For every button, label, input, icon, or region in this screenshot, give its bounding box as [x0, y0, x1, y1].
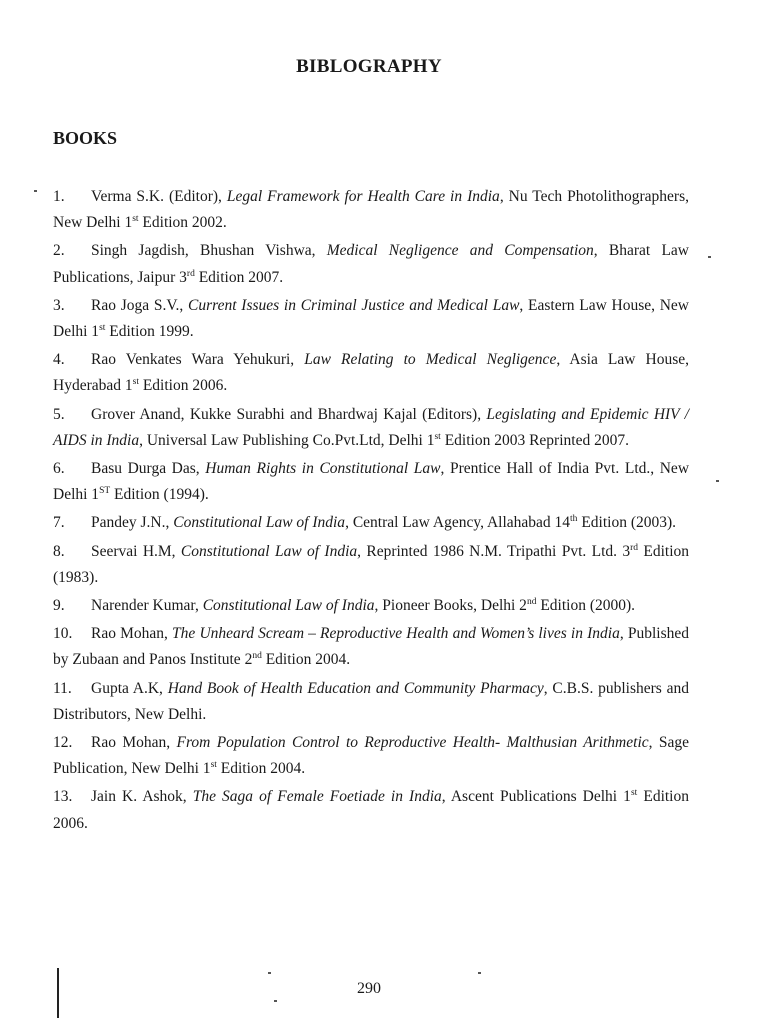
entry-publisher: , Nu Tech Photolithographers, New Delhi 1 [53, 188, 689, 232]
entry-title: Constitutional Law of India [173, 514, 346, 532]
bibliography-entry [53, 593, 689, 619]
entry-publisher: , Bharat Law Publications, Jaipur 3 [53, 242, 690, 286]
entry-edition: Edition 2004. [216, 760, 306, 778]
entry-ordinal: st [630, 788, 638, 799]
entry-title: The Saga of Female Foetiade in India [192, 788, 442, 806]
entry-number: 5. [53, 405, 65, 423]
entry-ordinal: nd [526, 597, 537, 608]
bibliography-entry [53, 238, 689, 290]
entry-publisher: , Asia Law House, Hyderabad 1 [53, 351, 689, 395]
entry-authors: Singh Jagdish, Bhushan Vishwa, [91, 242, 327, 260]
entry-number: 8. [53, 542, 65, 560]
entry-edition: Edition 2002. [138, 214, 227, 232]
entry-authors: Pandey J.N., [91, 514, 174, 532]
entry-authors: Grover Anand, Kukke Surabhi and Bhardwaj Kajal (Editors), [91, 405, 487, 423]
entry-edition: Edition 2007. [194, 268, 284, 286]
entry-title: Legislating and Epidemic HIV / AIDS in India [53, 405, 689, 449]
entry-publisher: , Pioneer Books, Delhi 2 [374, 597, 527, 615]
entry-title: Legal Framework for Health Care in India [226, 188, 500, 205]
entry-ordinal: st [434, 431, 441, 442]
entry-edition: Edition 2003 Reprinted 2007. [440, 431, 629, 449]
entry-publisher: , Sage Publication, New Delhi 1 [53, 734, 689, 778]
entry-number: 10. [53, 625, 73, 643]
entry-number: 2. [53, 242, 65, 260]
page-number: 290 [357, 980, 381, 997]
entry-authors: Rao Mohan, [91, 625, 173, 643]
entry-title: Constitutional Law of India [202, 597, 375, 615]
entry-number: 3. [53, 296, 65, 314]
entry-publisher: , Reprinted 1986 N.M. Tripathi Pvt. Ltd. 3 [357, 542, 631, 560]
entry-title: Human Rights in Constitutional Law [205, 460, 441, 478]
entry-authors: Jain K. Ashok, [91, 788, 193, 806]
entry-ordinal: st [210, 760, 217, 771]
bibliography-entry [53, 621, 689, 673]
entry-number: 4. [53, 351, 65, 369]
scan-speck [716, 480, 719, 482]
entry-number: 7. [53, 514, 65, 532]
entry-authors: Basu Durga Das, [91, 460, 206, 478]
entry-edition: Edition 2006. [53, 788, 689, 832]
entry-publisher: , Eastern Law House, New Delhi 1 [53, 296, 689, 341]
entry-ordinal: rd [186, 268, 195, 279]
entry-authors: Rao Mohan, [91, 734, 177, 752]
entry-publisher: , Published by Zubaan and Panos Institute 2 [53, 625, 689, 669]
entry-ordinal: st [99, 323, 106, 334]
page-title: BIBLOGRAPHY [296, 56, 442, 77]
bibliography-entry [53, 184, 689, 236]
bibliography-entry [53, 730, 689, 782]
bibliography-entry [53, 510, 689, 536]
entry-authors: Rao Venkates Wara Yehukuri, [91, 351, 305, 369]
entry-authors: Verma S.K. (Editor), [91, 188, 227, 205]
entry-ordinal: st [132, 214, 139, 225]
entry-title: Hand Book of Health Education and Community Pharmacy [167, 679, 544, 697]
entry-ordinal: ST [99, 486, 111, 497]
entry-title: Medical Negligence and Compensation [326, 242, 594, 260]
scan-speck [268, 972, 271, 974]
entry-publisher: , Prentice Hall of India Pvt. Ltd., New Delhi 1 [53, 460, 690, 504]
scan-margin-mark [57, 968, 59, 1018]
entry-edition: Edition 2004. [261, 651, 351, 669]
entry-title: Current Issues in Criminal Justice and Medical Law [188, 296, 520, 314]
entry-authors: Gupta A.K, [91, 679, 168, 697]
entry-authors: Narender Kumar, [91, 597, 203, 615]
scan-speck [478, 972, 481, 974]
entry-title: The Unheard Scream – Reproductive Health and Women’s lives in India [172, 625, 620, 643]
bibliography-entry [53, 402, 689, 454]
entry-publisher: , Central Law Agency, Allahabad 14 [345, 514, 571, 532]
entry-ordinal: rd [630, 542, 639, 553]
entry-number: 13. [53, 788, 73, 806]
entry-number: 12. [53, 734, 73, 752]
entry-authors: Rao Joga S.V., [91, 296, 189, 314]
bibliography-entry [53, 293, 689, 345]
scan-speck [708, 256, 711, 258]
entry-number: 1. [53, 188, 65, 205]
entry-number: 11. [53, 679, 72, 697]
bibliography-entry [53, 539, 689, 591]
entry-authors: Seervai H.M, [91, 542, 181, 560]
entry-title: From Population Control to Reproductive Health- Malthusian Arithmetic [176, 734, 649, 752]
entry-edition: Edition 1999. [105, 323, 194, 341]
entry-publisher: , Ascent Publications Delhi 1 [441, 788, 631, 806]
entry-edition: Edition 2006. [138, 377, 228, 395]
entry-ordinal: st [132, 377, 139, 388]
entry-publisher: , Universal Law Publishing Co.Pvt.Ltd, Delhi 1 [139, 431, 435, 449]
scan-speck [34, 190, 37, 192]
entry-title: Law Relating to Medical Negligence [304, 351, 557, 369]
entry-edition: Edition (1983). [53, 542, 689, 586]
entry-edition: Edition (2003). [577, 514, 677, 532]
bibliography-entry [53, 676, 689, 728]
bibliography-entry [53, 456, 689, 508]
bibliography-list [53, 184, 689, 839]
entry-publisher: , C.B.S. publishers and Distributors, New Delhi. [53, 679, 689, 723]
entry-number: 9. [53, 597, 65, 615]
bibliography-entry [53, 347, 689, 399]
entry-title: Constitutional Law of India [180, 542, 358, 560]
bibliography-entry [53, 784, 689, 836]
scan-speck [274, 1000, 277, 1002]
entry-ordinal: th [570, 514, 578, 525]
section-heading: BOOKS [53, 128, 118, 148]
entry-number: 6. [53, 460, 65, 478]
entry-edition: Edition (2000). [536, 597, 636, 615]
entry-ordinal: nd [252, 651, 262, 662]
entry-edition: Edition (1994). [110, 486, 209, 504]
